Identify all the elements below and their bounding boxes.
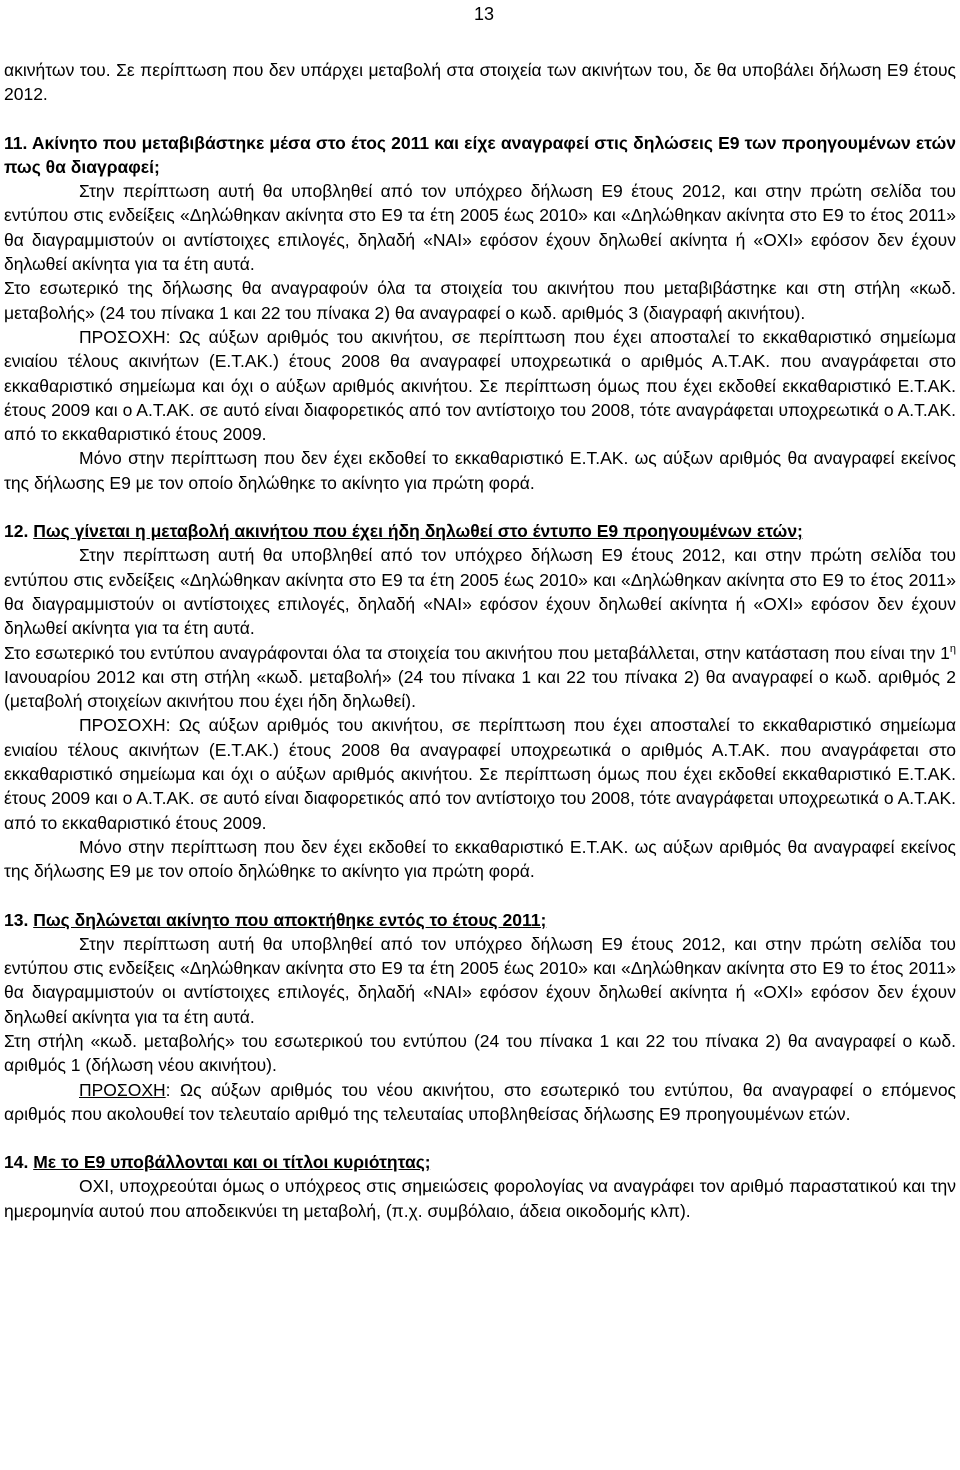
section-12-title: Πως γίνεται η μεταβολή ακινήτου που έχει ήδη δηλωθεί στο έντυπο Ε9 προηγουμένων ετών;	[33, 521, 803, 542]
section-11-paragraph-1: Στην περίπτωση αυτή θα υποβληθεί από τον υπόχρεο δήλωση Ε9 έτους 2012, και στην πρώτη σελίδα του εντύπου στις ενδείξεις «Δηλώθηκαν ακίνητα στο Ε9 τα έτη 2005 έως 2010» και «Δηλώθηκαν ακίνητα στο Ε9 το έτος 2011» θα διαγραμμιστούν οι αντίστοιχες επιλογές, δηλαδή «ΝΑΙ» εφόσον έχουν δηλωθεί ακίνητα ή «ΟΧΙ» εφόσον δεν έχουν δηλωθεί ακίνητα για τα έτη αυτά.	[4, 181, 956, 275]
section-12-paragraph-4: Μόνο στην περίπτωση που δεν έχει εκδοθεί το εκκαθαριστικό Ε.Τ.ΑΚ. ως αύξων αριθμός θα αναγραφεί εκείνος της δήλωσης Ε9 με τον οποίο δηλώθηκε το ακίνητο για πρώτη φορά.	[4, 836, 956, 882]
attention-label: ΠΡΟΣΟΧΗ	[79, 1079, 166, 1100]
section-11-paragraph-2: Στο εσωτερικό της δήλωσης θα αναγραφούν όλα τα στοιχεία του ακινήτου που μεταβιβάστηκε και στη στήλη «κωδ. μεταβολής» (24 του πίνακα 1 και 22 του πίνακα 2) θα αναγραφεί ο κωδ. αριθμός 3 (διαγραφή ακινήτου).	[4, 278, 956, 323]
section-11-title: Ακίνητο που μεταβιβάστηκε μέσα στο έτος 2011 και είχε αναγραφεί στις δηλώσεις Ε9 των προηγουμένων ετών πως θα διαγραφεί;	[4, 132, 956, 177]
section-12-number: 12.	[4, 521, 29, 542]
section-14-heading	[4, 1150, 956, 1174]
section-14-paragraph-1: ΟΧΙ, υποχρεούται όμως ο υπόχρεος στις σημειώσεις φορολογίας να αναγράφει τον αριθμό παραστατικού και την ημερομηνία αυτού που αποδεικνύει τη μεταβολή, (π.χ. συμβόλαιο, άδεια οικοδομής κλπ).	[4, 1176, 956, 1221]
section-13-paragraph-2: Στη στήλη «κωδ. μεταβολής» του εσωτερικού του εντύπου (24 του πίνακα 1 και 22 του πίνακα 2) θα αναγραφεί ο κωδ. αριθμός 1 (δήλωση νέου ακινήτου).	[4, 1030, 956, 1076]
section-11-heading	[4, 131, 956, 180]
document-body	[4, 58, 956, 1223]
paragraph-text: Ιανουαρίου 2012 και στη στήλη «κωδ. μεταβολή» (24 του πίνακα 1 και 22 του πίνακα 2) θα αναγραφεί ο κωδ. αριθμός 2 (μεταβολή στοιχείων ακινήτου που έχει ήδη δηλωθεί).	[4, 666, 956, 712]
section-14-title: Με το Ε9 υποβάλλονται και οι τίτλοι κυριότητας;	[33, 1152, 431, 1173]
page-number: 13	[473, 4, 494, 24]
section-11-number: 11.	[4, 132, 28, 153]
section-13-paragraph-1: Στην περίπτωση αυτή θα υποβληθεί από τον υπόχρεο δήλωση Ε9 έτους 2012, και στην πρώτη σελίδα του εντύπου στις ενδείξεις «Δηλώθηκαν ακίνητα στο Ε9 τα έτη 2005 έως 2010» και «Δηλώθηκαν ακίνητα στο Ε9 το έτος 2011» θα διαγραμμιστούν οι αντίστοιχες επιλογές, δηλαδή «ΝΑΙ» εφόσον έχουν δηλωθεί ακίνητα ή «ΟΧΙ» εφόσον δεν έχουν δηλωθεί ακίνητα για τα έτη αυτά.	[4, 933, 956, 1027]
section-14-number: 14.	[4, 1152, 29, 1173]
section-13-heading	[4, 908, 956, 932]
section-11-paragraph-4: Μόνο στην περίπτωση που δεν έχει εκδοθεί το εκκαθαριστικό Ε.Τ.ΑΚ. ως αύξων αριθμός θα αναγραφεί εκείνος της δήλωσης Ε9 με τον οποίο δηλώθηκε το ακίνητο για πρώτη φορά.	[4, 448, 956, 493]
attention-label: ΠΡΟΣΟΧΗ:	[79, 715, 171, 736]
section-12-paragraph-3	[4, 713, 956, 834]
section-12-paragraph-1: Στην περίπτωση αυτή θα υποβληθεί από τον υπόχρεο δήλωση Ε9 έτους 2012, και στην πρώτη σελίδα του εντύπου στις ενδείξεις «Δηλώθηκαν ακίνητα στο Ε9 τα έτη 2005 έως 2010» και «Δηλώθηκαν ακίνητα στο Ε9 το έτος 2011» θα διαγραμμιστούν οι αντίστοιχες επιλογές, δηλαδή «ΝΑΙ» εφόσον έχουν δηλωθεί ακίνητα ή «ΟΧΙ» εφόσον δεν έχουν δηλωθεί ακίνητα για τα έτη αυτά.	[4, 545, 956, 639]
attention-text: : Ως αύξων αριθμός του νέου ακινήτου, στο εσωτερικό του εντύπου, θα αναγραφεί ο επόμενος αριθμός που ακολουθεί τον τελευταίο αριθμό της τελευταίας υποβληθείσας δήλωσης Ε9 προηγουμένων ετών.	[4, 1079, 956, 1124]
section-13-paragraph-3	[4, 1078, 956, 1127]
attention-text: Ως αύξων αριθμός του ακινήτου, σε περίπτωση που έχει αποσταλεί το εκκαθαριστικό σημείωμα ενιαίου τέλους ακινήτων (Ε.Τ.ΑΚ.) έτους 2008 θα αναγραφεί υποχρεωτικά ο αριθμός Α.Τ.ΑΚ. που αναγράφεται στο εκκαθαριστικό σημείωμα και όχι ο αύξων αριθμός ακινήτου. Σε περίπτωση όμως που έχει εκδοθεί εκκαθαριστικό Ε.Τ.ΑΚ. έτους 2009 και ο Α.Τ.ΑΚ. σε αυτό είναι διαφορετικός από τον αντίστοιχο του 2008, τότε αναγράφεται υποχρεωτικά ο Α.Τ.ΑΚ. από το εκκαθαριστικό έτους 2009.	[4, 326, 956, 445]
section-11-paragraph-3	[4, 325, 956, 446]
intro-paragraph: ακινήτων του. Σε περίπτωση που δεν υπάρχει μεταβολή στα στοιχεία των ακινήτων του, δε θα υποβάλει δήλωση Ε9 έτους 2012.	[4, 60, 956, 105]
ordinal-superscript: η	[949, 642, 956, 655]
section-13-number: 13.	[4, 909, 29, 930]
attention-label: ΠΡΟΣΟΧΗ:	[79, 326, 171, 347]
attention-text: Ως αύξων αριθμός του ακινήτου, σε περίπτωση που έχει αποσταλεί το εκκαθαριστικό σημείωμα ενιαίου τέλους ακινήτων (Ε.Τ.ΑΚ.) έτους 2008 θα αναγραφεί υποχρεωτικά ο αριθμός Α.Τ.ΑΚ. που αναγράφεται στο εκκαθαριστικό σημείωμα και όχι ο αύξων αριθμός ακινήτου. Σε περίπτωση όμως που έχει εκδοθεί εκκαθαριστικό Ε.Τ.ΑΚ. έτους 2009 και ο Α.Τ.ΑΚ. σε αυτό είναι διαφορετικός από τον αντίστοιχο του 2008, τότε αναγράφεται υποχρεωτικά ο Α.Τ.ΑΚ. από το εκκαθαριστικό έτους 2009.	[4, 715, 956, 833]
paragraph-text: Στο εσωτερικό του εντύπου αναγράφονται όλα τα στοιχεία του ακινήτου που μεταβάλλεται, στην κατάσταση που είναι την 1	[4, 642, 950, 663]
section-12-heading	[4, 519, 956, 543]
section-13-title: Πως δηλώνεται ακίνητο που αποκτήθηκε εντός το έτους 2011;	[33, 909, 547, 930]
section-12-paragraph-2	[4, 641, 956, 714]
